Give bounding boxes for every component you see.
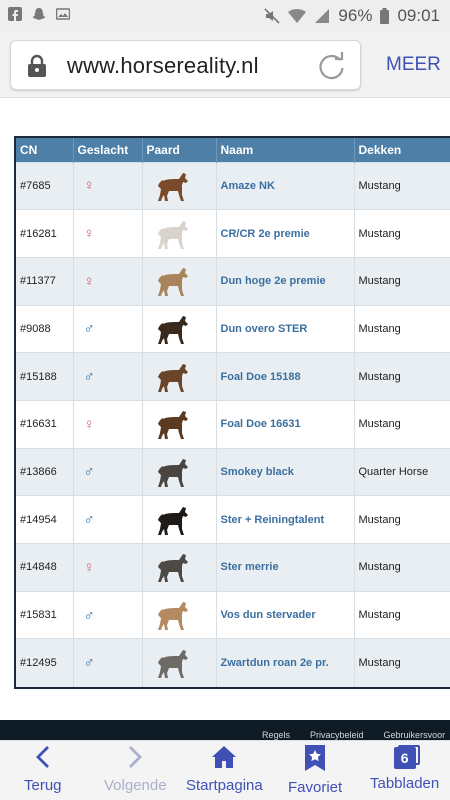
chevron-right-icon bbox=[125, 745, 145, 769]
dekken-cell: Quarter Horse bbox=[354, 448, 450, 496]
name-cell[interactable] bbox=[216, 353, 354, 401]
horse-name-link[interactable]: Vos dun stervader bbox=[220, 609, 316, 622]
sex-cell bbox=[73, 591, 142, 639]
horse-name-link[interactable]: Ster merrie bbox=[220, 561, 279, 574]
cn-cell: #15831 bbox=[16, 591, 73, 639]
cn-cell: #13866 bbox=[16, 448, 73, 496]
name-cell[interactable] bbox=[216, 305, 354, 353]
cn-cell: #14848 bbox=[16, 544, 73, 592]
horse-name-link[interactable]: Foal Doe 15188 bbox=[220, 370, 301, 383]
bookmark-star-icon bbox=[304, 745, 326, 771]
table-row[interactable] bbox=[16, 257, 450, 305]
home-button[interactable] bbox=[186, 745, 263, 794]
horse-table-container bbox=[14, 136, 450, 689]
horse-name-link[interactable]: Foal Doe 16631 bbox=[220, 418, 301, 431]
reload-icon[interactable] bbox=[318, 52, 346, 80]
horse-name-link[interactable]: Zwartdun roan 2e pr. bbox=[220, 656, 329, 669]
name-cell[interactable] bbox=[216, 591, 354, 639]
horse-name-link[interactable]: Amaze NK bbox=[220, 179, 275, 192]
table-row[interactable] bbox=[16, 210, 450, 258]
dekken-cell: Mustang bbox=[354, 591, 450, 639]
name-cell[interactable] bbox=[216, 496, 354, 544]
sex-cell bbox=[73, 496, 142, 544]
cn-cell: #7685 bbox=[16, 162, 73, 210]
name-cell[interactable] bbox=[216, 400, 354, 448]
cn-cell: #11377 bbox=[16, 257, 73, 305]
sex-cell bbox=[73, 448, 142, 496]
browser-toolbar bbox=[0, 32, 450, 98]
table-row[interactable] bbox=[16, 639, 450, 687]
horse-image bbox=[155, 360, 195, 394]
table-row[interactable] bbox=[16, 162, 450, 210]
name-cell[interactable] bbox=[216, 544, 354, 592]
horse-image bbox=[155, 455, 195, 489]
chevron-left-icon bbox=[33, 745, 53, 769]
column-header-geslacht: Geslacht bbox=[73, 138, 142, 162]
cn-cell: #14954 bbox=[16, 496, 73, 544]
male-icon: ♂ bbox=[83, 368, 95, 386]
male-icon: ♂ bbox=[83, 511, 95, 529]
female-icon: ♀ bbox=[83, 558, 95, 576]
name-cell[interactable] bbox=[216, 639, 354, 687]
horse-image bbox=[155, 550, 195, 584]
lock-icon bbox=[27, 54, 47, 78]
page-footer bbox=[0, 720, 450, 740]
horse-image-cell[interactable] bbox=[142, 639, 216, 687]
horse-image-cell[interactable] bbox=[142, 353, 216, 401]
horse-image-cell[interactable] bbox=[142, 400, 216, 448]
horse-image-cell[interactable] bbox=[142, 496, 216, 544]
dekken-cell: Mustang bbox=[354, 210, 450, 258]
table-row[interactable] bbox=[16, 400, 450, 448]
name-cell[interactable] bbox=[216, 162, 354, 210]
footer-link-regels[interactable]: Regels bbox=[262, 730, 291, 740]
mute-icon bbox=[264, 8, 280, 24]
horse-name-link[interactable]: Dun hoge 2e premie bbox=[220, 275, 326, 288]
horse-image bbox=[155, 312, 195, 346]
female-icon: ♀ bbox=[83, 177, 95, 195]
tab-count: 6 bbox=[394, 747, 416, 769]
name-cell[interactable] bbox=[216, 210, 354, 258]
url-text[interactable]: www.horsereality.nl bbox=[67, 53, 259, 78]
sex-cell bbox=[73, 210, 142, 258]
male-icon: ♂ bbox=[83, 320, 95, 338]
sex-cell bbox=[73, 353, 142, 401]
footer-link-privacybeleid[interactable]: Privacybeleid bbox=[310, 730, 364, 740]
dekken-cell: Mustang bbox=[354, 400, 450, 448]
facebook-icon bbox=[8, 7, 22, 21]
back-label: Terug bbox=[24, 777, 62, 794]
horse-image-cell[interactable] bbox=[142, 210, 216, 258]
male-icon: ♂ bbox=[83, 606, 95, 624]
table-row[interactable] bbox=[16, 448, 450, 496]
signal-icon bbox=[314, 8, 330, 24]
male-icon: ♂ bbox=[83, 463, 95, 481]
horse-table bbox=[16, 138, 450, 687]
female-icon: ♀ bbox=[83, 272, 95, 290]
dekken-cell: Mustang bbox=[354, 353, 450, 401]
battery-percent: 96% bbox=[338, 6, 373, 25]
home-label: Startpagina bbox=[186, 777, 263, 794]
cn-cell: #12495 bbox=[16, 639, 73, 687]
sex-cell bbox=[73, 257, 142, 305]
column-header-dekken: Dekken bbox=[354, 138, 450, 162]
clock: 09:01 bbox=[397, 6, 440, 25]
tabs-icon bbox=[388, 745, 422, 771]
battery-icon bbox=[380, 8, 389, 24]
cn-cell: #16631 bbox=[16, 400, 73, 448]
more-menu-button[interactable]: MEER bbox=[386, 54, 441, 75]
table-row[interactable] bbox=[16, 544, 450, 592]
horse-image bbox=[155, 217, 195, 251]
horse-image bbox=[155, 646, 195, 680]
forward-label: Volgende bbox=[104, 777, 167, 794]
horse-image-cell[interactable] bbox=[142, 448, 216, 496]
table-row[interactable] bbox=[16, 353, 450, 401]
female-icon: ♀ bbox=[83, 225, 95, 243]
forward-button[interactable] bbox=[104, 745, 167, 794]
horse-image-cell[interactable] bbox=[142, 591, 216, 639]
horse-image bbox=[155, 598, 195, 632]
table-row[interactable] bbox=[16, 305, 450, 353]
dekken-cell: Mustang bbox=[354, 305, 450, 353]
cn-cell: #15188 bbox=[16, 353, 73, 401]
horse-name-link[interactable]: Smokey black bbox=[220, 465, 294, 478]
sex-cell bbox=[73, 305, 142, 353]
horse-image-cell[interactable] bbox=[142, 257, 216, 305]
horse-image-cell[interactable] bbox=[142, 544, 216, 592]
table-header-row bbox=[16, 138, 450, 162]
browser-bottom-nav bbox=[0, 740, 450, 800]
back-button[interactable] bbox=[24, 745, 62, 794]
cn-cell: #16281 bbox=[16, 210, 73, 258]
name-cell[interactable] bbox=[216, 448, 354, 496]
footer-link-gebruikersvoorwaarden[interactable]: Gebruikersvoor bbox=[383, 730, 446, 740]
web-page bbox=[0, 98, 450, 740]
horse-image bbox=[155, 503, 195, 537]
dekken-cell: Mustang bbox=[354, 162, 450, 210]
sex-cell bbox=[73, 162, 142, 210]
status-bar bbox=[0, 0, 450, 32]
dekken-cell: Mustang bbox=[354, 257, 450, 305]
horse-image-cell[interactable] bbox=[142, 305, 216, 353]
wifi-icon bbox=[288, 8, 306, 24]
horse-image-cell[interactable] bbox=[142, 162, 216, 210]
dekken-cell: Mustang bbox=[354, 496, 450, 544]
horse-image bbox=[155, 264, 195, 298]
favorite-button[interactable] bbox=[288, 745, 342, 796]
male-icon: ♂ bbox=[83, 654, 95, 672]
dekken-cell: Mustang bbox=[354, 544, 450, 592]
sex-cell bbox=[73, 639, 142, 687]
table-row[interactable] bbox=[16, 591, 450, 639]
column-header-cn: CN bbox=[16, 138, 73, 162]
dekken-cell: Mustang bbox=[354, 639, 450, 687]
gallery-icon bbox=[56, 7, 70, 21]
tabs-button[interactable] bbox=[370, 745, 439, 792]
horse-name-link[interactable]: Ster + Reiningtalent bbox=[220, 513, 325, 526]
name-cell[interactable] bbox=[216, 257, 354, 305]
favorite-label: Favoriet bbox=[288, 779, 343, 796]
home-icon bbox=[211, 745, 237, 769]
sex-cell bbox=[73, 400, 142, 448]
address-bar[interactable] bbox=[10, 40, 361, 90]
cn-cell: #9088 bbox=[16, 305, 73, 353]
column-header-naam: Naam bbox=[216, 138, 354, 162]
tabs-label: Tabbladen bbox=[370, 775, 440, 792]
horse-name-link[interactable]: CR/CR 2e premie bbox=[220, 227, 310, 240]
table-row[interactable] bbox=[16, 496, 450, 544]
column-header-paard: Paard bbox=[142, 138, 216, 162]
horse-image bbox=[155, 169, 195, 203]
snapchat-icon bbox=[32, 7, 46, 21]
female-icon: ♀ bbox=[83, 415, 95, 433]
sex-cell bbox=[73, 544, 142, 592]
horse-image bbox=[155, 407, 195, 441]
horse-name-link[interactable]: Dun overo STER bbox=[220, 322, 308, 335]
